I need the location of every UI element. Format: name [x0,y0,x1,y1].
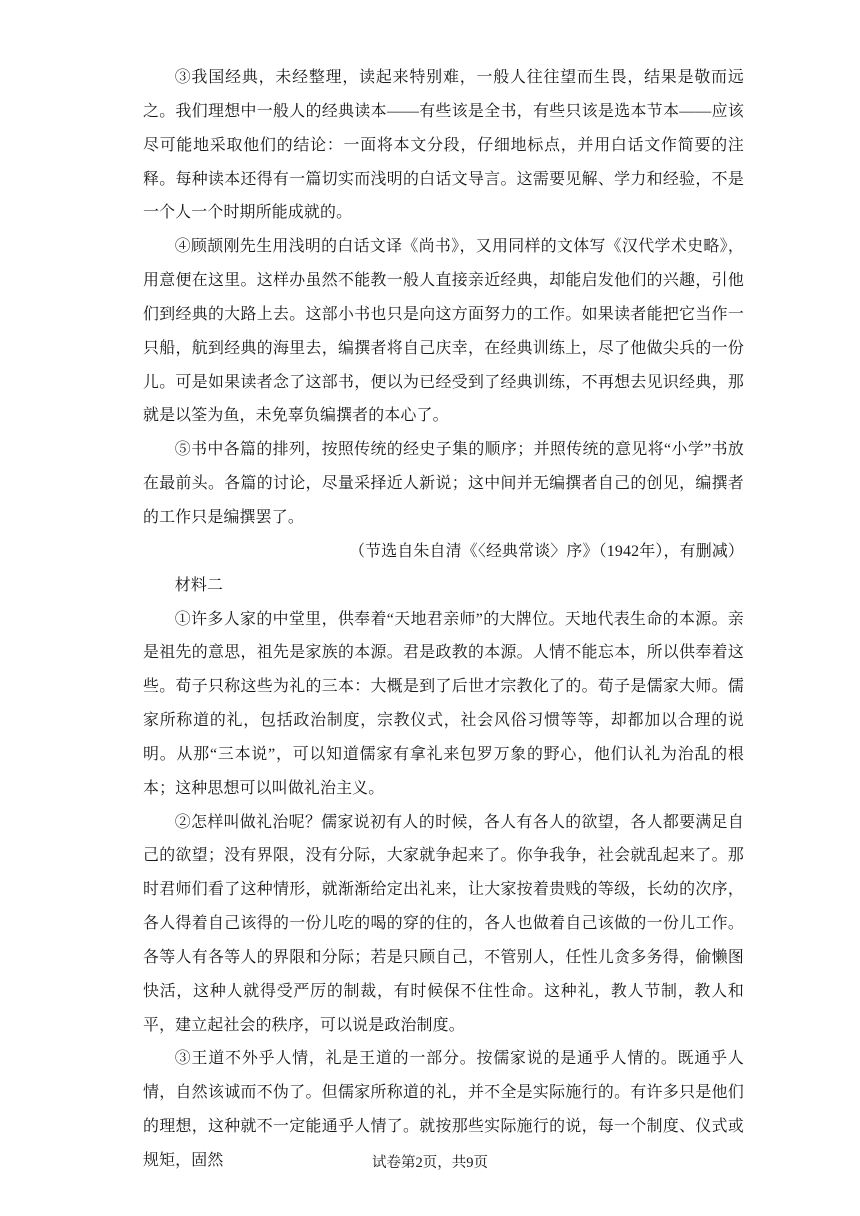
material2-paragraph-3: ③王道不外乎人情，礼是王道的一部分。按儒家说的是通乎人情的。既通乎人情，自然该诚而不伪了。但儒家所称道的礼，并不全是实际施行的。有许多只是他们的理想，这种就不一定能通乎人情了。就按那些实际施行的说，每一个制度、仪式或规矩，固然 [143,1050,744,1169]
source-attribution: （节选自朱自清《〈经典常谈〉序》（1942年），有删减） [349,542,744,560]
page-content [143,61,744,1178]
material1-paragraph-5: ⑤书中各篇的排列，按照传统的经史子集的顺序；并照传统的意见将“小学”书放在最前头。各篇的讨论，尽量采择近人新说；这中间并无编撰者自己的创见，编撰者的工作只是编撰罢了。 [143,441,744,526]
material1-paragraph-4: ④顾颉刚先生用浅明的白话文译《尚书》，又用同样的文体写《汉代学术史略》，用意便在这里。这样办虽然不能教一般人直接亲近经典，却能启发他们的兴趣，引他们到经典的大路上去。这部小书也只是向这方面努力的工作。如果读者能把它当作一只船，航到经典的海里去，编撰者将自己庆幸，在经典训练上，尽了他做尖兵的一份儿。可是如果读者念了这部书，便以为已经受到了经典训练，不再想去见识经典，那就是以筌为鱼，未免辜负编撰者的本心了。 [143,238,744,425]
material2-label: 材料二 [174,576,224,594]
page-footer: 试卷第2页，共9页 [372,1155,488,1171]
material1-paragraph-3: ③我国经典，未经整理，读起来特别难，一般人往往望而生畏，结果是敬而远之。我们理想中一般人的经典读本——有些该是全书，有些只该是选本节本——应该尽可能地采取他们的结论：一面将本文分段，仔细地标点，并用白话文作简要的注释。每种读本还得有一篇切实而浅明的白话文导言。这需要见解、学力和经验，不是一个人一个时期所能成就的。 [143,69,744,222]
material2-paragraph-2: ②怎样叫做礼治呢？儒家说初有人的时候，各人有各人的欲望，各人都要满足自己的欲望；没有界限，没有分际，大家就争起来了。你争我争，社会就乱起来了。那时君师们看了这种情形，就渐渐给定出礼来，让大家按着贵贱的等级，长幼的次序，各人得着自己该得的一份儿吃的喝的穿的住的，各人也做着自己该做的一份儿工作。各等人有各等人的界限和分际；若是只顾自己，不管别人，任性儿贪多务得，偷懒图快活，这种人就得受严厉的制裁，有时候保不住性命。这种礼，教人节制，教人和平，建立起社会的秩序，可以说是政治制度。 [143,813,744,1034]
material2-paragraph-1: ①许多人家的中堂里，供奉着“天地君亲师”的大牌位。天地代表生命的本源。亲是祖先的意思，祖先是家族的本源。君是政教的本源。人情不能忘本，所以供奉着这些。荀子只称这些为礼的三本：大概是到了后世才宗教化了的。荀子是儒家大师。儒家所称道的礼，包括政治制度，宗教仪式，社会风俗习惯等等，却都加以合理的说明。从那“三本说”，可以知道儒家有拿礼来包罗万象的野心，他们认礼为治乱的根本；这种思想可以叫做礼治主义。 [143,610,744,797]
